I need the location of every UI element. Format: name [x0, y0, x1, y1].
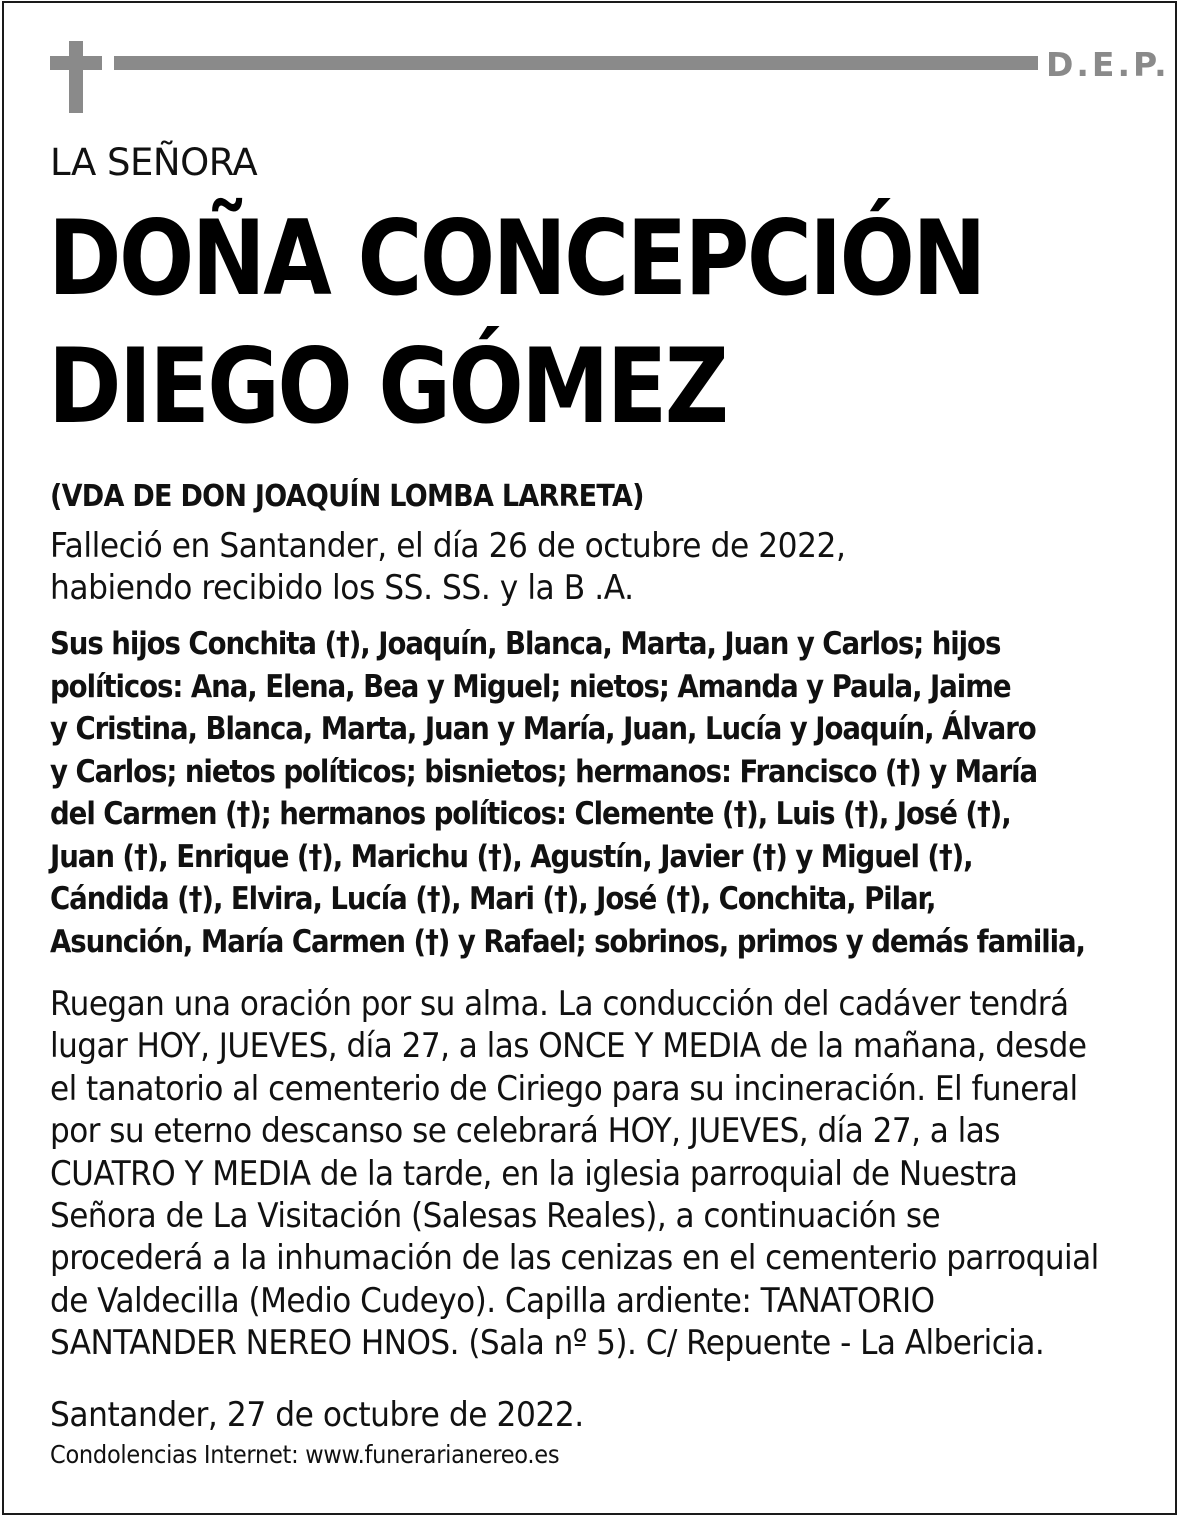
death-info-line2: habiendo recibido los SS. SS. y la B .A.	[50, 568, 634, 608]
family-line: Asunción, María Carmen (†) y Rafael; sobrinos, primos y demás familia,	[50, 923, 1085, 960]
service-line: CUATRO Y MEDIA de la tarde, en la iglesia parroquial de Nuestra	[50, 1153, 1018, 1194]
service-line: Ruegan una oración por su alma. La conducción del cadáver tendrá	[50, 984, 1069, 1024]
dateline: Santander, 27 de octubre de 2022.	[50, 1395, 584, 1435]
death-info	[50, 525, 845, 609]
honorific: LA SEÑORA	[50, 141, 258, 184]
dep-label: D.E.P.	[1046, 45, 1170, 84]
service-line: por su eterno descanso se celebrará HOY, JUEVES, día 27, a las	[50, 1111, 1000, 1152]
service-line: procederá a la inhumación de las cenizas en el cementerio parroquial	[50, 1238, 1099, 1279]
widow-of: (VDA DE DON JOAQUÍN LOMBA LARRETA)	[50, 479, 644, 514]
family-list	[50, 623, 1129, 963]
service-line: Señora de La Visitación (Salesas Reales), a continuación se	[50, 1196, 941, 1237]
family-line: del Carmen (†); hermanos políticos: Clemente (†), Luis (†), José (†),	[50, 796, 1011, 832]
deceased-name-line2: DIEGO GÓMEZ	[48, 327, 727, 447]
service-line: de Valdecilla (Medio Cudeyo). Capilla ardiente: TANATORIO	[50, 1280, 935, 1321]
family-line: y Cristina, Blanca, Marta, Juan y María, Juan, Lucía y Joaquín, Álvaro	[50, 711, 1036, 747]
service-line: SANTANDER NEREO HNOS. (Sala nº 5). C/ Repuente - La Albericia.	[50, 1323, 1045, 1364]
service-line: el tanatorio al cementerio de Ciriego para su incineración. El funeral	[50, 1068, 1078, 1109]
header-rule	[114, 56, 1038, 70]
family-line: Cándida (†), Elvira, Lucía (†), Mari (†), José (†), Conchita, Pilar,	[50, 881, 936, 917]
service-details	[50, 983, 1099, 1365]
death-info-line1: Falleció en Santander, el día 26 de octubre de 2022,	[50, 526, 846, 566]
deceased-name	[48, 195, 984, 451]
condolences-link[interactable]: Condolencias Internet: www.funerarianereo.es	[50, 1440, 560, 1469]
latin-cross-icon	[50, 41, 102, 113]
service-line: lugar HOY, JUEVES, día 27, a las ONCE Y MEDIA de la mañana, desde	[50, 1026, 1087, 1067]
deceased-name-line1: DOÑA CONCEPCIÓN	[48, 199, 984, 319]
family-line: y Carlos; nietos políticos; bisnietos; hermanos: Francisco (†) y María	[50, 753, 1038, 790]
family-line: Juan (†), Enrique (†), Marichu (†), Agustín, Javier (†) y Miguel (†),	[50, 838, 973, 875]
family-line: Sus hijos Conchita (†), Joaquín, Blanca, Marta, Juan y Carlos; hijos	[50, 626, 1001, 662]
notice-header	[50, 41, 1170, 115]
family-line: políticos: Ana, Elena, Bea y Miguel; nietos; Amanda y Paula, Jaime	[50, 668, 1011, 705]
obituary-notice	[2, 1, 1177, 1515]
